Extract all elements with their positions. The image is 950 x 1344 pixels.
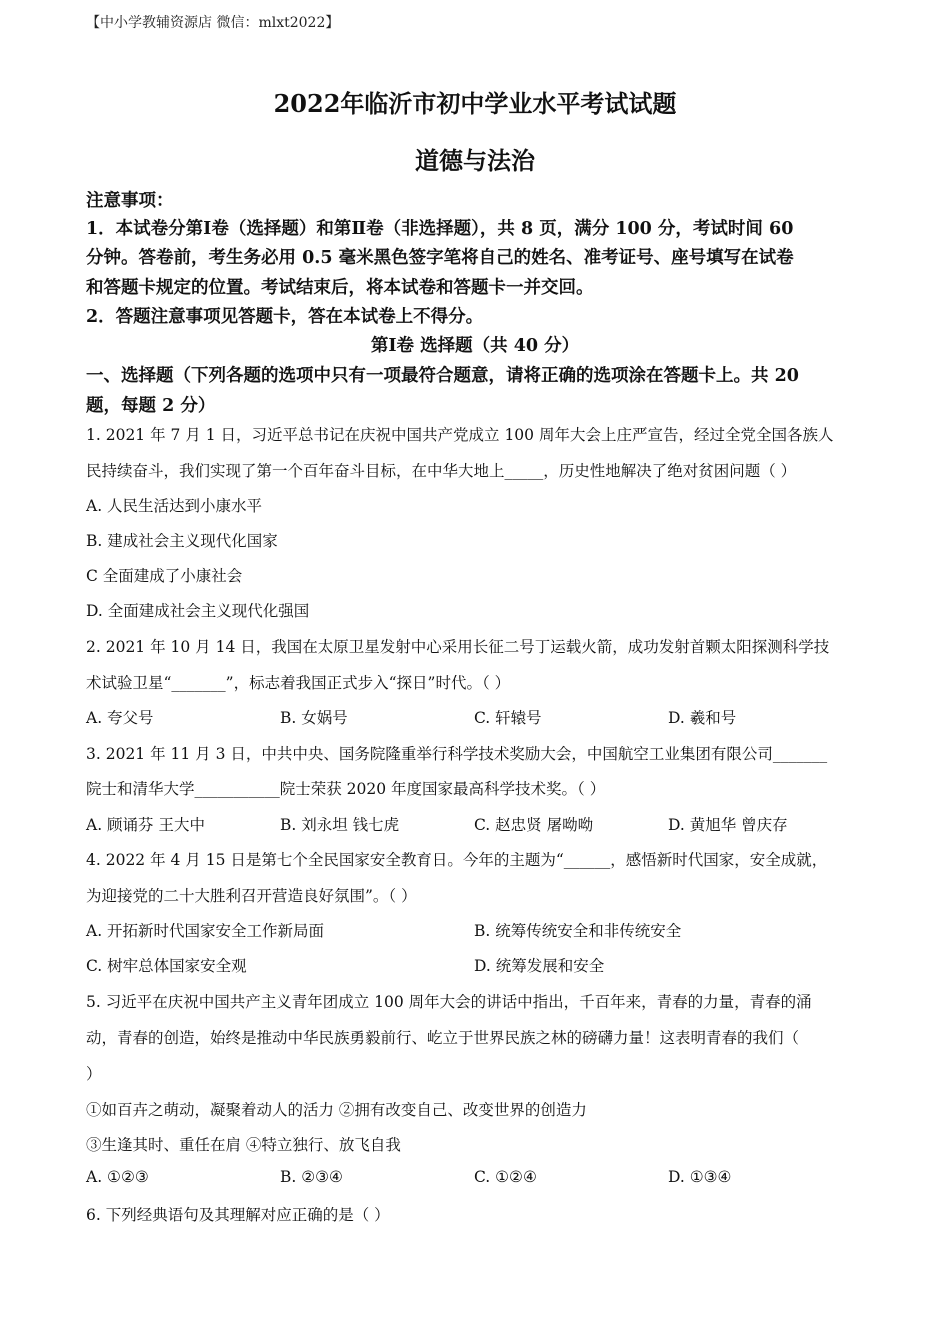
question-2-option-b: B. 女娲号 xyxy=(280,709,348,727)
question-3-text: 院士和清华大学___________院士荣获 2020 年度国家最高科学技术奖。（ ） xyxy=(86,780,606,798)
question-5-option-b: B. ②③④ xyxy=(280,1168,343,1186)
question-5-option-c: C. ①②④ xyxy=(474,1168,537,1186)
notice-line: 和答题卡规定的位置。考试结束后，将本试卷和答题卡一并交回。 xyxy=(86,278,594,298)
question-4-option-c: C. 树牢总体国家安全观 xyxy=(86,957,247,975)
question-3-option-c: C. 赵忠贤 屠呦呦 xyxy=(474,816,594,834)
watermark-text: 【中小学教辅资源店 微信：mlxt2022】 xyxy=(86,15,340,31)
notice-line: 1．本试卷分第Ⅰ卷（选择题）和第Ⅱ卷（非选择题），共 8 页，满分 100 分，考试时间 60 xyxy=(86,219,794,239)
question-5-text: 5. 习近平在庆祝中国共产主义青年团成立 100 周年大会的讲话中指出，千百年来，青春的力量，青春的涌 xyxy=(86,993,812,1011)
question-1-option-d: D. 全面建成社会主义现代化强国 xyxy=(86,602,310,620)
question-3-option-d: D. 黄旭华 曾庆存 xyxy=(668,816,788,834)
question-3-text: 3. 2021 年 11 月 3 日，中共中央、国务院隆重举行科学技术奖励大会，中国航空工业集团有限公司_______ xyxy=(86,745,828,763)
section-instruction: 题，每题 2 分） xyxy=(86,396,216,416)
question-4-option-d: D. 统筹发展和安全 xyxy=(474,957,605,975)
question-4-option-a: A. 开拓新时代国家安全工作新局面 xyxy=(86,922,325,940)
question-2-text: 术试验卫星“_______”，标志着我国正式步入“探日”时代。（ ） xyxy=(86,674,511,692)
question-5-text: 动，青春的创造，始终是推动中华民族勇毅前行、屹立于世界民族之林的磅礴力量！这表明青春的我们（ xyxy=(86,1029,800,1047)
question-1-text: 1. 2021 年 7 月 1 日，习近平总书记在庆祝中国共产党成立 100 周年大会上庄严宣告，经过全党全国各族人 xyxy=(86,426,834,444)
question-4-text: 4. 2022 年 4 月 15 日是第七个全民国家安全教育日。今年的主题为“______，感悟新时代国家，安全成就， xyxy=(86,851,828,869)
question-5-statement: ③生逢其时、重任在肩 ④特立独行、放飞自我 xyxy=(86,1136,401,1154)
question-3-option-b: B. 刘永坦 钱七虎 xyxy=(280,816,400,834)
notice-line: 2．答题注意事项见答题卡，答在本试卷上不得分。 xyxy=(86,307,484,327)
question-5-statement: ①如百卉之萌动，凝聚着动人的活力 ②拥有改变自己、改变世界的创造力 xyxy=(86,1101,587,1119)
question-2-text: 2. 2021 年 10 月 14 日，我国在太原卫星发射中心采用长征二号丁运载火箭，成功发射首颗太阳探测科学技 xyxy=(86,638,830,656)
exam-subject: 道德与法治 xyxy=(415,146,535,175)
question-2-option-d: D. 羲和号 xyxy=(668,709,737,727)
section-instruction: 一、选择题（下列各题的选项中只有一项最符合题意，请将正确的选项涂在答题卡上。共 20 xyxy=(86,366,799,386)
question-5-text: ） xyxy=(86,1065,102,1083)
question-4-option-b: B. 统筹传统安全和非传统安全 xyxy=(474,922,682,940)
question-5-option-a: A. ①②③ xyxy=(86,1168,149,1186)
question-5-option-d: D. ①③④ xyxy=(668,1168,732,1186)
question-4-text: 为迎接党的二十大胜利召开营造良好氛围”。（ ） xyxy=(86,887,417,905)
question-1-option-b: B. 建成社会主义现代化国家 xyxy=(86,532,278,550)
question-2-option-a: A. 夸父号 xyxy=(86,709,154,727)
exam-title: 2022年临沂市初中学业水平考试试题 xyxy=(273,89,677,118)
question-6-text: 6. 下列经典语句及其理解对应正确的是（ ） xyxy=(86,1206,390,1224)
question-1-text: 民持续奋斗，我们实现了第一个百年奋斗目标，在中华大地上_____，历史性地解决了绝对贫困问题（ ） xyxy=(86,462,797,480)
question-1-option-c: C 全面建成了小康社会 xyxy=(86,567,243,585)
notice-line: 分钟。答卷前，考生务必用 0.5 毫米黑色签字笔将自己的姓名、准考证号、座号填写在试卷 xyxy=(86,248,794,268)
question-2-option-c: C. 轩辕号 xyxy=(474,709,542,727)
notice-heading: 注意事项： xyxy=(86,191,174,211)
question-1-option-a: A. 人民生活达到小康水平 xyxy=(86,497,263,515)
section-title: 第Ⅰ卷 选择题（共 40 分） xyxy=(370,336,580,356)
question-3-option-a: A. 顾诵芬 王大中 xyxy=(86,816,205,834)
